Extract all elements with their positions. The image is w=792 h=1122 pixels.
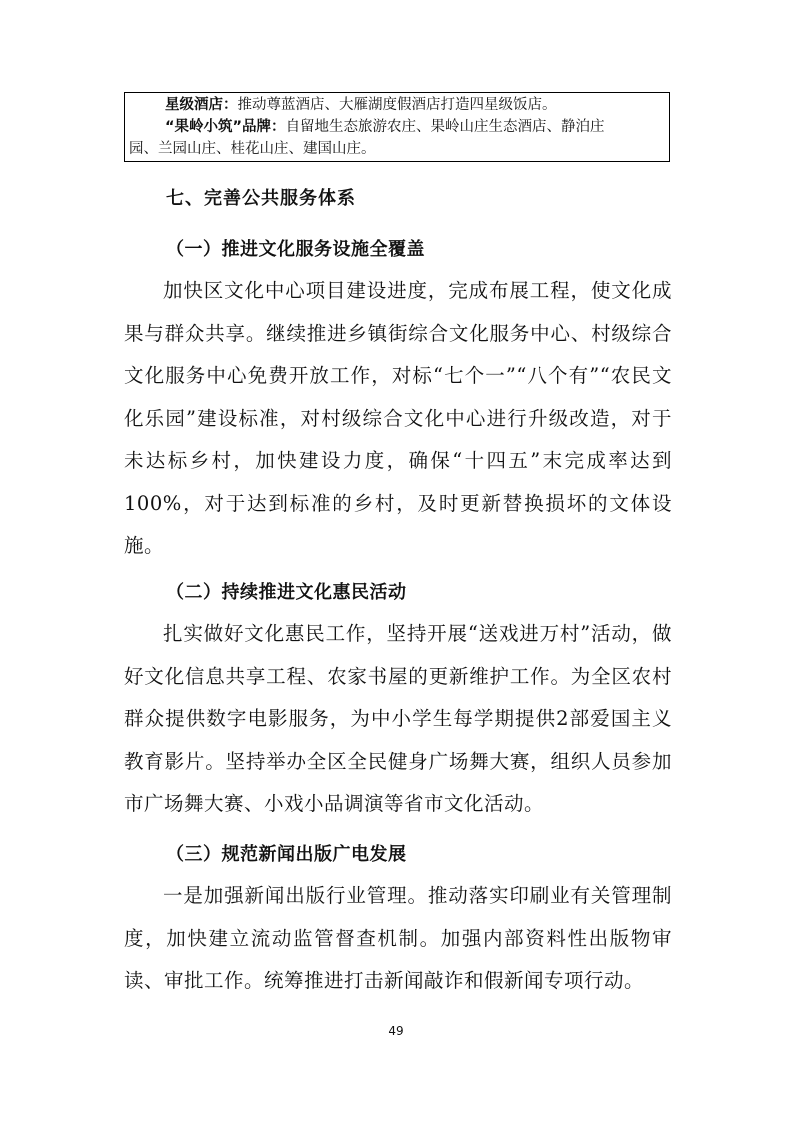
subsection-heading-3: （三）规范新闻出版广电发展: [166, 844, 407, 865]
page-number: 49: [388, 1024, 404, 1038]
subsection-heading-2: （二）持续推进文化惠民活动: [166, 582, 407, 603]
box-line-star-hotels: [165, 94, 557, 116]
paragraph-2: 扎实做好文化惠民工作，坚持开展“送戏进万村”活动，做好文化信息共享工程、农家书屋的更新维护工作。为全区农村群众提供数字电影服务，为中小学生每学期提供2部爱国主义教育影片。坚持举办全区全民健身广场舞大赛，组织人员参加市广场舞大赛、小戏小品调演等省市文化活动。: [124, 622, 672, 815]
section-heading: 七、完善公共服务体系: [166, 188, 356, 209]
box-text-star-hotels: 推动尊蓝酒店、大雁湖度假酒店打造四星级饭店。: [237, 97, 557, 113]
paragraph-3: 一是加强新闻出版行业管理。推动落实印刷业有关管理制度，加快建立流动监管督查机制。加强内部资料性出版物审读、审批工作。统筹推进打击新闻敲诈和假新闻专项行动。: [124, 884, 672, 992]
box-line-brand: [165, 116, 605, 138]
box-line-brand-cont: [129, 138, 376, 160]
box-text-brand: 自留地生态旅游农庄、果岭山庄生态酒店、静泊庄: [285, 119, 605, 135]
paragraph-1: 加快区文化中心项目建设进度，完成布展工程，使文化成果与群众共享。继续推进乡镇街综合文化服务中心、村级综合文化服务中心免费开放工作，对标“七个一”“八个有”“农民文化乐园”建设标准，对村级综合文化中心进行升级改造，对于未达标乡村，加快建设力度，确保“十四五”末完成率达到100%，对于达到标准的乡村，及时更新替换损坏的文体设施。: [124, 279, 672, 557]
box-text-brand-cont: 园、兰园山庄、桂花山庄、建国山庄。: [129, 141, 376, 157]
box-label-brand: “果岭小筑”品牌：: [165, 119, 286, 135]
box-label-star-hotels: 星级酒店：: [165, 97, 238, 113]
info-box: [124, 92, 670, 162]
subsection-heading-1: （一）推进文化服务设施全覆盖: [166, 239, 425, 260]
